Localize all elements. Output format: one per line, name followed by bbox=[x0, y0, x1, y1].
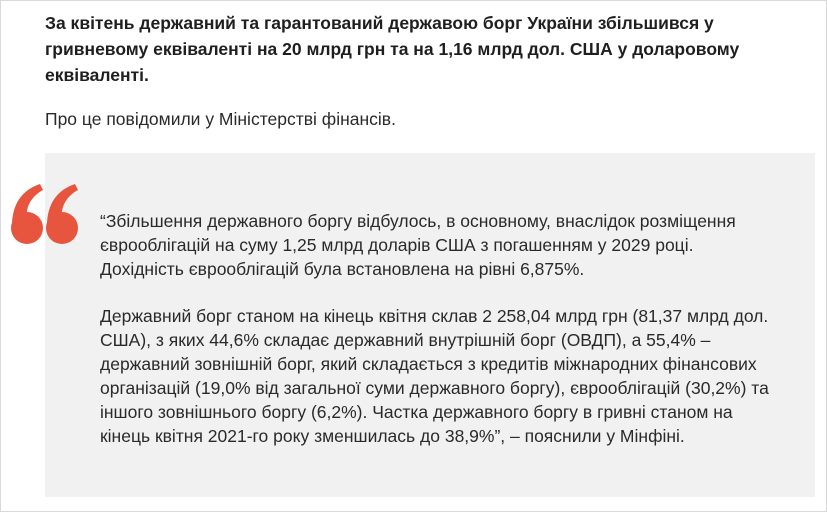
quote-paragraph-1: “Збільшення державного боргу відбулось, в основному, внаслідок розміщення єврооблігацій на суму 1,25 млрд доларів США з погашенням у 2029 році. Дохідність єврооблігацій була встановлена на рівні 6,875%. bbox=[100, 211, 736, 279]
article-source-line: Про це повідомили у Міністерстві фінансів. bbox=[45, 109, 396, 129]
quote-text bbox=[100, 209, 780, 471]
quotation-mark-icon bbox=[10, 182, 80, 246]
quote-paragraph-2: Державний борг станом на кінець квітня склав 2 258,04 млрд грн (81,37 млрд дол. США), з яких 44,6% складає державний внутрішній борг (ОВДП), а 55,4% – державний зовнішній борг, який складається з кредитів міжнародних фінансових організацій (19,0% від загальної суми державного боргу), єврооблігацій (30,2%) та іншого зовнішнього боргу (6,2%). Частка державного боргу в гривні станом на кінець квітня 2021-го року зменшилась до 38,9%”, – пояснили у Мінфіні. bbox=[100, 306, 769, 446]
article-lead: За квітень державний та гарантований державою борг України збільшився у гривневому еквіваленті на 20 млрд грн та на 1,16 млрд дол. США у доларовому еквіваленті. bbox=[45, 13, 740, 85]
article-body bbox=[45, 10, 785, 132]
